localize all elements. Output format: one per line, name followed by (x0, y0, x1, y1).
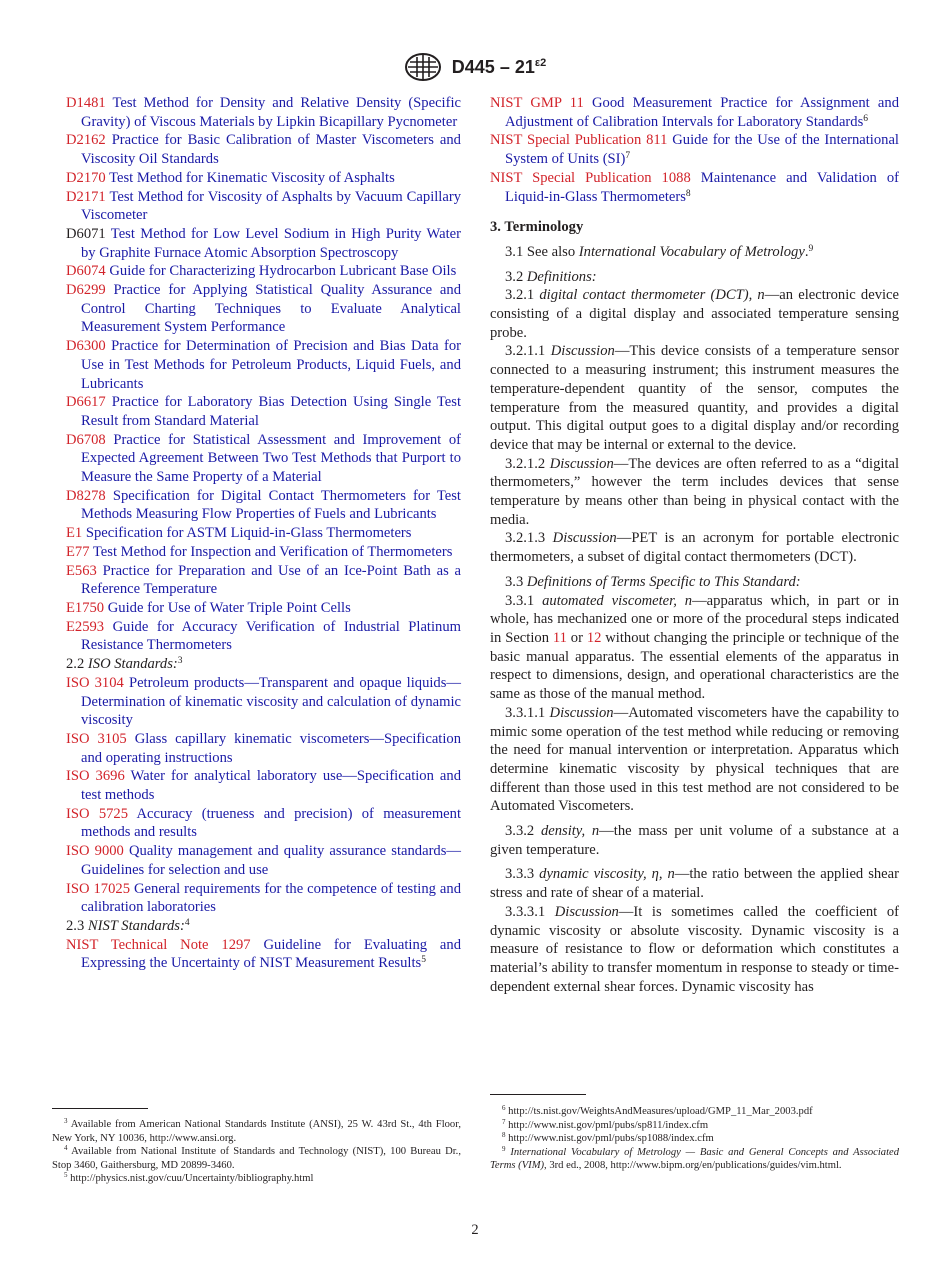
footnote (490, 1119, 899, 1133)
reference-item[interactable] (66, 281, 461, 337)
footnotes-left (52, 1118, 461, 1186)
reference-item[interactable] (66, 730, 461, 767)
standard-designation: $D445 - 21^{\varepsilon 2}$ (451, 56, 547, 77)
reference-item[interactable] (490, 131, 899, 168)
footnote-text: http://www.nist.gov/pml/pubs/sp1088/index.cfm (508, 1133, 714, 1145)
reference-item[interactable] (66, 337, 461, 393)
reference-title[interactable]: Specification for Digital Contact Thermometers for Test Methods Measuring Flow Properties of Fuels and Lubricants (81, 487, 461, 523)
astm-logo-icon (404, 52, 442, 82)
iso-standards-heading: 2.2 ISO Standards:$^3$ (66, 656, 183, 673)
reference-code[interactable]: D2170 (66, 169, 106, 186)
reference-code[interactable]: ISO 3104 (66, 674, 124, 691)
para-3-3: 3.3 Definitions of Terms Specific to This Standard: (505, 573, 801, 590)
reference-code[interactable]: D6299 (66, 282, 106, 299)
reference-title[interactable]: Practice for Determination of Precision and Bias Data for Use in Test Methods for Petroleum Products, Liquid Fuels, and Lubricants (81, 338, 461, 392)
section-link-11[interactable]: 11 (552, 629, 567, 646)
reference-title[interactable]: Water for analytical laboratory use—Specification and test methods (81, 768, 462, 804)
footnote-text: http://physics.nist.gov/cuu/Uncertainty/bibliography.html (70, 1173, 314, 1185)
reference-title[interactable]: Test Method for Kinematic Viscosity of Asphalts (109, 169, 395, 186)
reference-title[interactable]: Guide for Characterizing Hydrocarbon Lubricant Base Oils (109, 263, 457, 280)
reference-title[interactable]: Guide for the Use of the International System of Units (SI) (505, 132, 899, 168)
para-3-2-1-1: 3.2.1.1 Discussion—This device consists of a temperature sensor connected to a measuring instrument; this instrument measures the temperature-dependent quantity of the sensor, computes the temperature from the measured quantity, and provides a digital output. This digital output goes to a digital display and/or recording device that may be internal or external to the device. (490, 343, 900, 453)
reference-code[interactable]: NIST GMP 11 (490, 95, 584, 111)
nist-reference-item[interactable]: NIST Technical Note 1297 Guideline for Evaluating and Expressing the Uncertainty of NIST Measurement Results$^5$ (66, 936, 461, 972)
reference-code[interactable]: D6074 (66, 263, 106, 280)
reference-item[interactable] (66, 94, 461, 131)
reference-title[interactable]: Specification for ASTM Liquid-in-Glass Thermometers (85, 525, 412, 542)
reference-item[interactable] (66, 487, 461, 524)
para-3-3-1-1: 3.3.1.1 Discussion—Automated viscometers have the capability to mimic some operation of the test method while reducing or removing the need for manual intervention or interpretation. Apparatus which determine kinematic viscosity by physical techniques that are different than those used in this test method are not considered to be Automated Viscometers. (490, 704, 899, 815)
footnote-rule-left (52, 1108, 148, 1109)
reference-title[interactable]: Maintenance and Validation of Liquid-in-Glass Thermometers (505, 169, 899, 205)
reference-item[interactable] (66, 842, 461, 879)
footnote-number: 3 (64, 1117, 68, 1125)
para-3-2: 3.2 Definitions: (505, 268, 597, 285)
footnote-text: Available from American National Standards Institute (ANSI), 25 W. 43rd St., 4th Floor, New York, NY 10036, http://www.ansi.org. (52, 1119, 461, 1144)
reference-title[interactable]: Good Measurement Practice for Assignment and Adjustment of Calibration Intervals for Laboratory Standards (505, 95, 899, 130)
page-number: 2 (471, 1222, 479, 1238)
reference-title[interactable]: Practice for Laboratory Bias Detection Using Single Test Result from Standard Material (81, 394, 461, 429)
reference-item[interactable] (66, 674, 461, 730)
footnote-number: 4 (64, 1144, 68, 1153)
reference-item[interactable] (66, 524, 461, 543)
reference-item[interactable] (66, 880, 461, 917)
page-header (0, 52, 950, 84)
nist-standards-heading: 2.3 NIST Standards:$^4$ (66, 917, 190, 934)
footnote (52, 1118, 461, 1145)
reference-code[interactable]: D6071 (66, 225, 106, 242)
reference-item[interactable] (66, 262, 461, 281)
footnote-text: Available from National Institute of Standards and Technology (NIST), 100 Bureau Dr., Stop 3460, Gaithersburg, MD 20899-3460. (52, 1146, 461, 1171)
para-3-3-2: 3.3.2 density, n—the mass per unit volume of a substance at a given temperature. (490, 823, 899, 858)
para-3-3-3-1: 3.3.3.1 Discussion—It is sometimes called the coefficient of dynamic viscosity or absolute viscosity. Dynamic viscosity is a measure of resistance to flow or deformation which constitutes a material’s ability to transfer momentum in response to steady or time-dependent external shear forces. Dynamic viscosity has (490, 903, 899, 995)
footnote-number: 8 (502, 1131, 506, 1140)
left-column (66, 94, 461, 973)
footnote-number: 7 (502, 1117, 506, 1126)
footnote-9: $^9$ International Vocabulary of Metrology — Basic and General Concepts and Associated Terms (VIM), 3rd ed., 2008, http://www.bipm.org/en/publications/guides/vim.html. (490, 1144, 900, 1172)
reference-title[interactable]: Test Method for Inspection and Verification of Thermometers (92, 543, 453, 560)
footnote (52, 1172, 461, 1186)
reference-title[interactable]: Practice for Basic Calibration of Master Viscometers and Viscosity Oil Standards (81, 132, 461, 168)
iso-reference-list (66, 674, 461, 917)
para-3-2-1-3: 3.2.1.3 Discussion—PET is an acronym for portable electronic thermometers, a subset of digital contact thermometers (DCT). (490, 530, 900, 566)
reference-item[interactable] (66, 169, 461, 188)
reference-code[interactable]: E1750 (66, 599, 105, 616)
reference-code[interactable]: D8278 (66, 487, 106, 504)
reference-item[interactable] (66, 618, 461, 655)
reference-code[interactable]: NIST Special Publication 811 (490, 132, 668, 149)
reference-item[interactable] (66, 393, 461, 430)
reference-title[interactable]: Petroleum products—Transparent and opaque liquids—Determination of kinematic viscosity and calculation of dynamic viscosity (81, 674, 461, 729)
footnote-rule-right (490, 1094, 586, 1095)
reference-item[interactable] (66, 805, 461, 842)
reference-title[interactable]: Practice for Statistical Assessment and Improvement of Expected Agreement Between Two Test Methods that Purport to Measure the Same Property of a Material (81, 431, 461, 486)
reference-code[interactable]: ISO 3696 (66, 768, 125, 785)
reference-code[interactable]: E2593 (66, 618, 105, 635)
footnote-number: 5 (64, 1171, 68, 1180)
reference-title[interactable]: Guide for Use of Water Triple Point Cells (107, 599, 351, 616)
footnote-marker: 7 (625, 151, 631, 162)
astm-reference-list (66, 94, 461, 655)
reference-title[interactable]: Test Method for Low Level Sodium in High Purity Water by Graphite Furnace Atomic Absorption Spectroscopy (81, 225, 462, 261)
footnote-marker: 8 (685, 188, 691, 199)
reference-item[interactable] (66, 543, 461, 562)
para-3-3-3: 3.3.3 dynamic viscosity, η, n—the ratio between the applied shear stress and rate of shear of a material. (490, 866, 899, 902)
reference-item[interactable] (66, 431, 461, 487)
reference-code[interactable]: ISO 17025 (66, 880, 130, 897)
reference-item[interactable] (66, 599, 461, 618)
reference-item[interactable] (490, 94, 899, 131)
reference-code[interactable]: D1481 (66, 95, 106, 111)
reference-code[interactable]: ISO 9000 (66, 843, 124, 860)
reference-code[interactable]: ISO 5725 (66, 805, 129, 822)
reference-code[interactable]: E563 (66, 562, 97, 579)
reference-code[interactable]: D6617 (66, 394, 106, 411)
footnote (490, 1105, 899, 1119)
para-3-2-1: 3.2.1 digital contact thermometer (DCT), n—an electronic device consisting of a digital display and associated temperature sensing probe. (490, 287, 899, 341)
reference-code[interactable]: D2162 (66, 132, 106, 149)
reference-title[interactable]: Practice for Preparation and Use of an Ice-Point Bath as a Reference Temperature (81, 562, 461, 598)
section-link-12[interactable]: 12 (586, 629, 602, 646)
footnote-number: 6 (502, 1104, 506, 1112)
reference-item[interactable] (66, 767, 461, 804)
reference-code[interactable]: ISO 3105 (66, 730, 127, 747)
reference-item[interactable] (66, 225, 461, 262)
reference-code[interactable]: NIST Special Publication 1088 (490, 169, 691, 186)
reference-title[interactable]: Practice for Applying Statistical Quality Assurance and Control Charting Techniques to Evaluate Analytical Measurement System Performance (81, 282, 461, 336)
footnote-text: http://ts.nist.gov/WeightsAndMeasures/upload/GMP_11_Mar_2003.pdf (508, 1106, 813, 1117)
reference-title[interactable]: Quality management and quality assurance standards—Guidelines for selection and use (81, 843, 461, 878)
footnote (52, 1145, 461, 1172)
footnotes-right (490, 1105, 899, 1173)
nist-reference-list (490, 94, 899, 206)
reference-code[interactable]: D6300 (66, 338, 106, 355)
reference-title[interactable]: Test Method for Density and Relative Density (Specific Gravity) of Viscous Materials by Lipkin Bicapillary Pycnometer (81, 95, 461, 130)
reference-item[interactable] (490, 169, 899, 206)
footnote-marker: 6 (863, 113, 869, 124)
terminology-heading: 3. Terminology (490, 219, 584, 236)
footnote-text: http://www.nist.gov/pml/pubs/sp811/index.cfm (508, 1119, 709, 1131)
right-column (490, 94, 899, 996)
reference-item[interactable] (66, 188, 461, 225)
reference-item[interactable] (66, 562, 461, 599)
reference-title[interactable]: Test Method for Viscosity of Asphalts by Vacuum Capillary Viscometer (81, 188, 461, 224)
reference-title[interactable]: Glass capillary kinematic viscometers—Specification and operating instructions (81, 730, 461, 766)
reference-item[interactable] (66, 131, 461, 168)
para-3-3-1: 3.3.1 automated viscometer, n—apparatus which, in part or in whole, has mechanized one or more of the procedural steps indicated in Section 11 or 12 without changing the principle or technique of the basic manual apparatus. The essential elements of the apparatus in respect to dimensions, design, and operational characteristics are the same as those of the manual method. (490, 592, 899, 703)
reference-code[interactable]: E1 (66, 525, 83, 542)
reference-code[interactable]: E77 (66, 543, 90, 560)
reference-code[interactable]: D6708 (66, 431, 106, 448)
reference-title[interactable]: Guide for Accuracy Verification of Industrial Platinum Resistance Thermometers (81, 618, 461, 654)
para-3-1: 3.1 See also International Vocabulary of Metrology.$^9$ (505, 243, 814, 260)
reference-title[interactable]: General requirements for the competence of testing and calibration laboratories (81, 880, 461, 916)
reference-title[interactable]: Accuracy (trueness and precision) of measurement methods and results (81, 805, 461, 841)
para-3-2-1-2: 3.2.1.2 Discussion—The devices are often referred to as a “digital thermometers,” however the term includes devices that sense temperature by means other than being in physical contact with the media. (490, 455, 900, 528)
footnote (490, 1132, 899, 1146)
reference-code[interactable]: D2171 (66, 188, 106, 205)
